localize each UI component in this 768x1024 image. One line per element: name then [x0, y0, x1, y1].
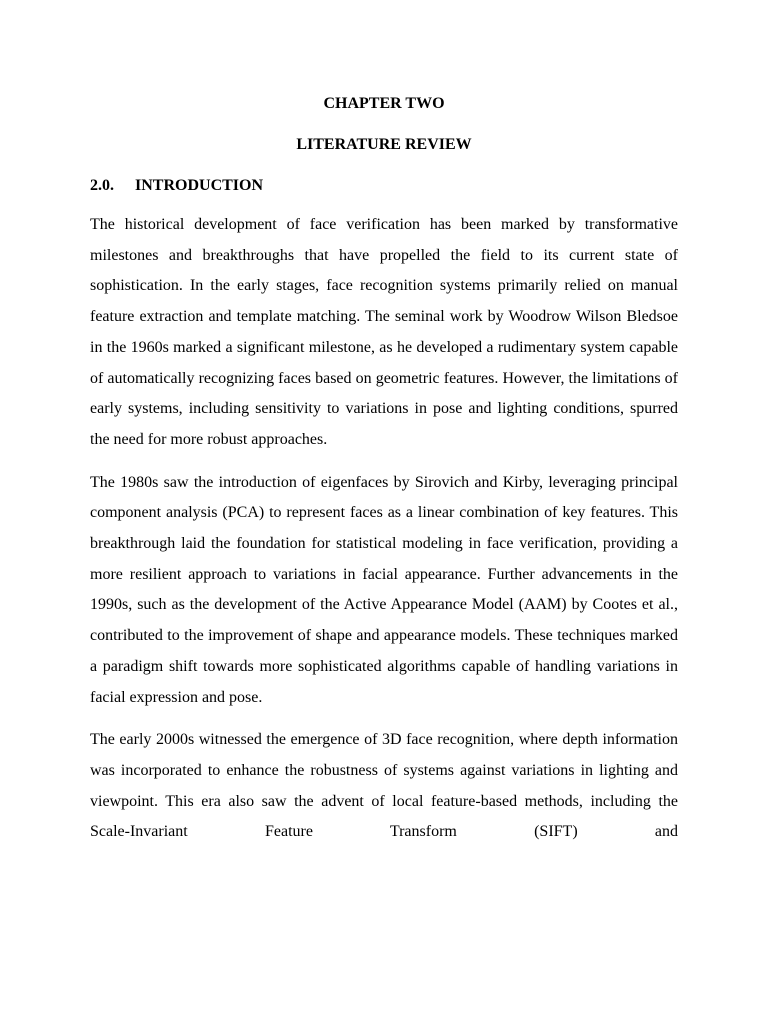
section-heading: [90, 174, 678, 198]
paragraph: The 1980s saw the introduction of eigenfaces by Sirovich and Kirby, leveraging principal component analysis (PCA) to represent faces as a linear combination of key features. This breakthrough laid the foundation for statistical modeling in face verification, providing a more resilient approach to variations in facial appearance. Further advancements in the 1990s, such as the development of the Active Appearance Model (AAM) by Cootes et al., contributed to the improvement of shape and appearance models. These techniques marked a paradigm shift towards more sophisticated algorithms capable of handling variations in facial expression and pose.: [90, 473, 678, 706]
section-number: 2.0.: [90, 177, 114, 194]
paragraph: The historical development of face verification has been marked by transformative milestones and breakthroughs that have propelled the field to its current state of sophistication. In the early stages, face recognition systems primarily relied on manual feature extraction and template matching. The seminal work by Woodrow Wilson Bledsoe in the 1960s marked a significant milestone, as he developed a rudimentary system capable of automatically recognizing faces based on geometric features. However, the limitations of early systems, including sensitivity to variations in pose and lighting conditions, spurred the need for more robust approaches.: [90, 216, 678, 448]
chapter-subtitle: LITERATURE REVIEW: [296, 136, 472, 153]
chapter-title: CHAPTER TWO: [323, 95, 445, 112]
paragraph: The early 2000s witnessed the emergence of 3D face recognition, where depth information was incorporated to enhance the robustness of systems against variations in lighting and viewpoint. This era also saw the advent of local feature-based methods, including the Scale-Invariant Feature Transform (SIFT) and: [90, 731, 678, 841]
section-heading-text: INTRODUCTION: [135, 177, 264, 194]
